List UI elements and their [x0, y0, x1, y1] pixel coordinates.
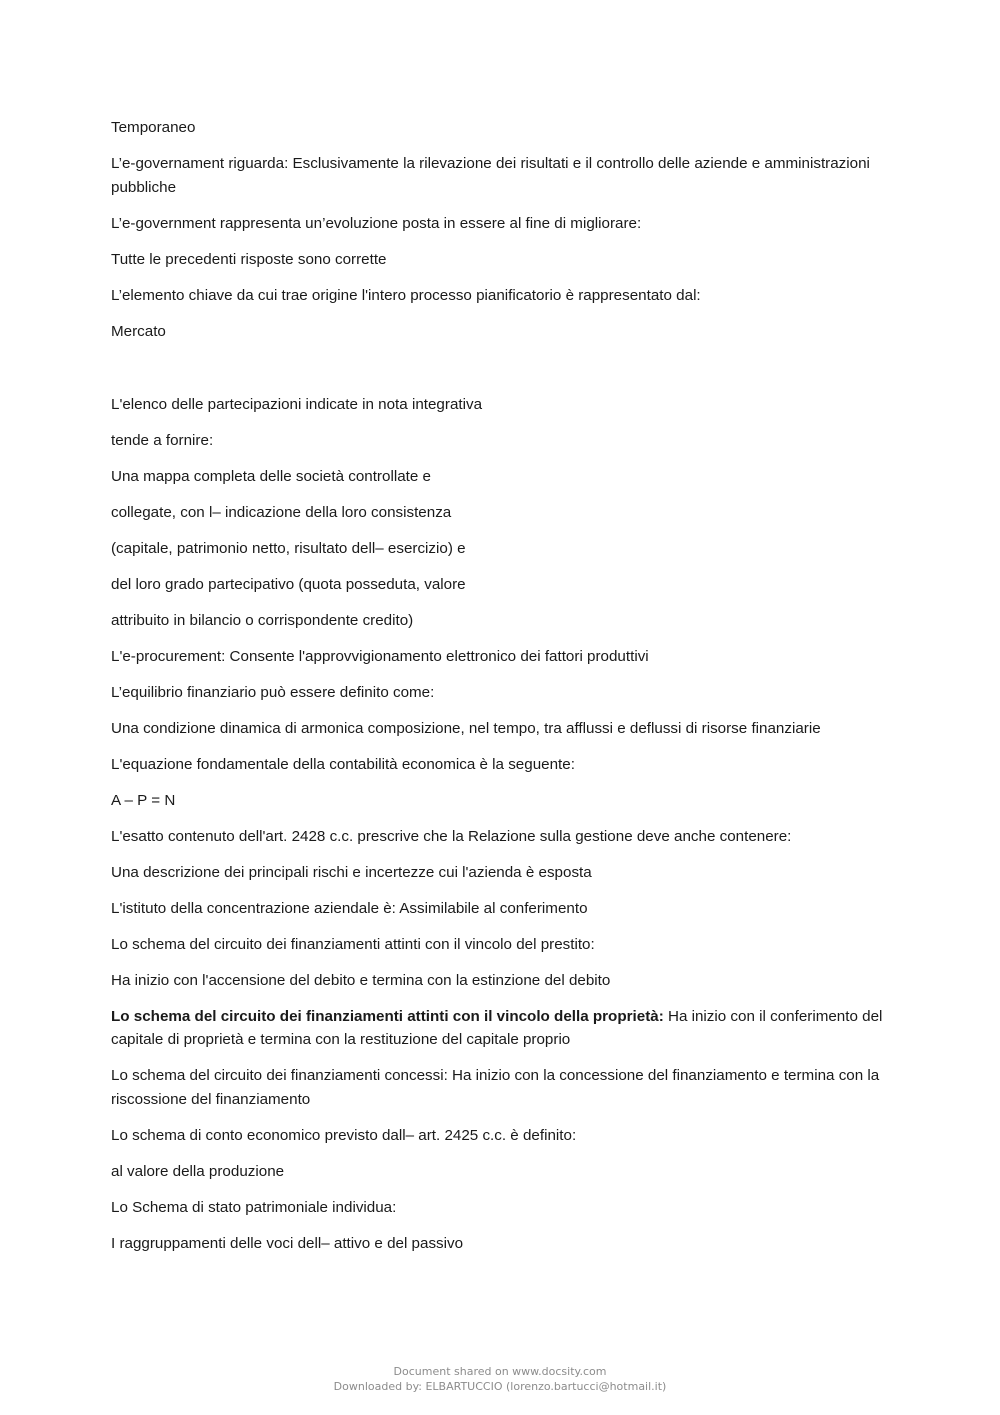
paragraph-art-2425: Lo schema di conto economico previsto dall– art. 2425 c.c. è definito:	[111, 1126, 577, 1144]
paragraph-raggruppamenti: I raggruppamenti delle voci dell– attivo e del passivo	[111, 1234, 464, 1252]
paragraph-capitale: (capitale, patrimonio netto, risultato dell– esercizio) e	[111, 539, 466, 557]
paragraph-e-procurement: L'e-procurement: Consente l'approvvigionamento elettronico dei fattori produttivi	[111, 647, 649, 665]
paragraph-temporaneo: Temporaneo	[111, 119, 196, 136]
paragraph-e-governament: L’e-governament riguarda: Esclusivamente la rilevazione dei risultati e il controllo delle aziende e amministrazioni pubbliche	[111, 155, 870, 196]
paragraph-valore-produzione: al valore della produzione	[111, 1162, 285, 1180]
paragraph-equilibrio-finanziario: L’equilibrio finanziario può essere definito come:	[111, 683, 435, 701]
page-footer	[0, 1364, 1000, 1394]
paragraph-art-2428: L'esatto contenuto dell'art. 2428 c.c. prescrive che la Relazione sulla gestione deve anche contenere:	[111, 827, 792, 845]
paragraph-attribuito: attribuito in bilancio o corrispondente credito)	[111, 611, 414, 629]
paragraph-concentrazione: L'istituto della concentrazione aziendale è: Assimilabile al conferimento	[111, 899, 588, 917]
paragraph-elenco-partecipazioni: L'elenco delle partecipazioni indicate in nota integrativa	[111, 395, 483, 413]
blank-line	[111, 356, 891, 393]
paragraph-grado-partecipativo: del loro grado partecipativo (quota posseduta, valore	[111, 575, 466, 593]
paragraph-mappa-completa: Una mappa completa delle società controllate e	[111, 467, 431, 485]
footer-shared-line: Document shared on www.docsity.com	[393, 1365, 607, 1378]
paragraph-condizione-dinamica: Una condizione dinamica di armonica composizione, nel tempo, tra afflussi e deflussi di risorse finanziarie	[111, 719, 821, 737]
paragraph-rischi-incertezze: Una descrizione dei principali rischi e incertezze cui l'azienda è esposta	[111, 863, 592, 881]
paragraph-e-government-question: L’e-government rappresenta un’evoluzione posta in essere al fine di migliorare:	[111, 214, 642, 232]
paragraph-collegate: collegate, con l– indicazione della loro consistenza	[111, 503, 452, 521]
paragraph-elemento-chiave: L’elemento chiave da cui trae origine l'intero processo pianificatorio è rappresentato dal:	[111, 286, 701, 304]
paragraph-vincolo-proprieta	[111, 1005, 891, 1052]
paragraph-vincolo-prestito: Lo schema del circuito dei finanziamenti attinti con il vincolo del prestito:	[111, 935, 595, 953]
bold-paragraph-rest: Ha inizio con il conferimento del capitale di proprietà e termina con la restituzione del capitale proprio	[111, 1007, 883, 1048]
paragraph-finanziamenti-concessi: Lo schema del circuito dei finanziamenti concessi: Ha inizio con la concessione del finanziamento e termina con la riscossione del finanziamento	[111, 1067, 880, 1108]
paragraph-stato-patrimoniale: Lo Schema di stato patrimoniale individua:	[111, 1198, 397, 1216]
paragraph-accensione-debito: Ha inizio con l'accensione del debito e termina con la estinzione del debito	[111, 971, 611, 989]
paragraph-answer-all-correct: Tutte le precedenti risposte sono corrette	[111, 250, 387, 268]
footer-downloaded-line: Downloaded by: ELBARTUCCIO (lorenzo.bartucci@hotmail.it)	[333, 1380, 667, 1393]
document-body	[111, 116, 891, 1268]
bold-heading: Lo schema del circuito dei finanziamenti attinti con il vincolo della proprietà:	[111, 1007, 664, 1025]
paragraph-mercato: Mercato	[111, 322, 166, 340]
paragraph-equation: A – P = N	[111, 791, 176, 809]
paragraph-equazione-fondamentale: L'equazione fondamentale della contabilità economica è la seguente:	[111, 755, 575, 773]
paragraph-tende-a-fornire: tende a fornire:	[111, 431, 214, 449]
